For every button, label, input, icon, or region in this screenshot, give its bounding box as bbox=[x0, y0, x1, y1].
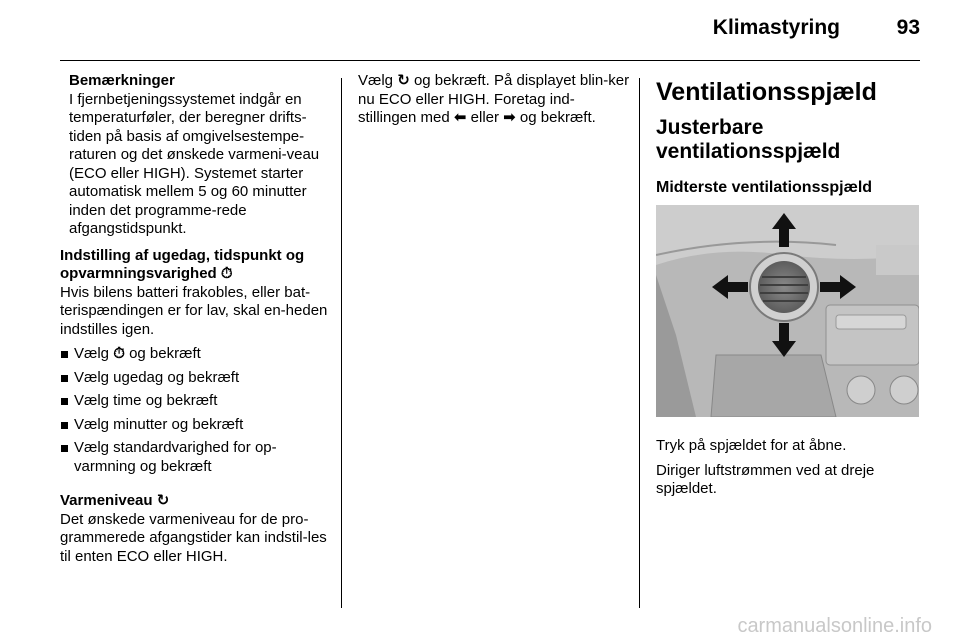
control-button-row bbox=[836, 315, 906, 329]
bullet-icon bbox=[61, 445, 68, 452]
list-item-text: og bekræft bbox=[129, 345, 201, 362]
list-item-text: Vælg bbox=[74, 345, 110, 362]
section-title-settings-text: Indstilling af ugedag, tidspunkt og opvarmningsvarighed bbox=[60, 246, 305, 282]
list-item-text: Vælg ugedag og bekræft bbox=[74, 368, 240, 386]
control-panel bbox=[826, 305, 919, 365]
console-panel bbox=[711, 355, 836, 417]
control-knob bbox=[847, 376, 875, 404]
note-title: Bemærkninger bbox=[69, 72, 175, 89]
clock-icon: ⏱ bbox=[113, 345, 125, 362]
instruction-paragraph bbox=[358, 72, 630, 128]
section-title-heat-level-text: Varmeniveau bbox=[60, 492, 153, 509]
instruction-text: eller bbox=[470, 109, 499, 126]
list-item bbox=[60, 345, 332, 364]
control-knob bbox=[890, 376, 918, 404]
page-header-title: Klimastyring bbox=[712, 16, 840, 39]
instruction-text: Vælg bbox=[358, 72, 394, 89]
bullet-icon bbox=[61, 351, 68, 358]
header-divider bbox=[60, 60, 920, 61]
clock-icon: ⏱ bbox=[220, 265, 233, 282]
curve-arrow-icon: ↻ bbox=[397, 72, 410, 89]
column-2 bbox=[358, 72, 630, 134]
instruction-open: Tryk på spjældet for at åbne. bbox=[656, 437, 847, 454]
watermark: carmanualsonline.info bbox=[737, 615, 932, 637]
column-3 bbox=[656, 72, 922, 505]
column-divider-1 bbox=[341, 78, 342, 608]
vent-illustration bbox=[656, 205, 919, 417]
bullet-icon bbox=[61, 422, 68, 429]
subsection-heading: Justerbare ventilationsspjæld bbox=[656, 116, 841, 163]
right-arrow-icon: ➡ bbox=[503, 109, 516, 126]
note-box bbox=[60, 72, 332, 239]
list-item-text: Vælg standardvarighed for op-varmning og bekræft bbox=[74, 439, 277, 475]
list-item bbox=[60, 439, 332, 476]
list-item bbox=[60, 416, 332, 435]
list-item bbox=[60, 369, 332, 388]
section-text-settings: Hvis bilens batteri frakobles, eller bat-terispændingen er for lav, skal en-heden indstilles igen. bbox=[60, 283, 328, 338]
section-title-settings bbox=[60, 247, 332, 284]
left-arrow-icon: ⬅ bbox=[453, 109, 467, 126]
page-number: 93 bbox=[896, 16, 920, 39]
list-item bbox=[60, 392, 332, 411]
curve-arrow-icon: ↻ bbox=[156, 492, 170, 509]
instruction-text: og bekræft. bbox=[519, 109, 596, 126]
section-heading: Ventilationsspjæld bbox=[656, 78, 877, 106]
column-1 bbox=[60, 72, 332, 572]
instruction-direct: Diriger luftstrømmen ved at dreje spjældet. bbox=[656, 461, 875, 497]
section-title-heat-level bbox=[60, 492, 332, 511]
instruction-text: og bekræft. På displayet blin-ker nu ECO eller HIGH. Foretag ind-stillingen med bbox=[358, 72, 630, 126]
note-text: I fjernbetjeningssystemet indgår en temperaturføler, der beregner drifts-tiden på basis af omgivelsestempe-raturen og det ønskede varmeni-veau (ECO eller HIGH). Systemet starter automatisk mellem 5 og 60 minutter inden det programme-rede afgangstidspunkt. bbox=[69, 90, 320, 237]
bullet-icon bbox=[61, 375, 68, 382]
section-text-heat-level: Det ønskede varmeniveau for de pro-grammerede afgangstider kan indstil-les til enten ECO eller HIGH. bbox=[60, 510, 327, 565]
side-vent bbox=[876, 245, 919, 275]
vent-louver bbox=[758, 261, 810, 313]
sub-subsection-heading: Midterste ventilationsspjæld bbox=[656, 179, 873, 196]
list-item-text: Vælg time og bekræft bbox=[74, 392, 218, 409]
bullet-icon bbox=[61, 398, 68, 405]
list-item-text: Vælg minutter og bekræft bbox=[74, 415, 244, 433]
column-divider-2 bbox=[639, 78, 640, 608]
